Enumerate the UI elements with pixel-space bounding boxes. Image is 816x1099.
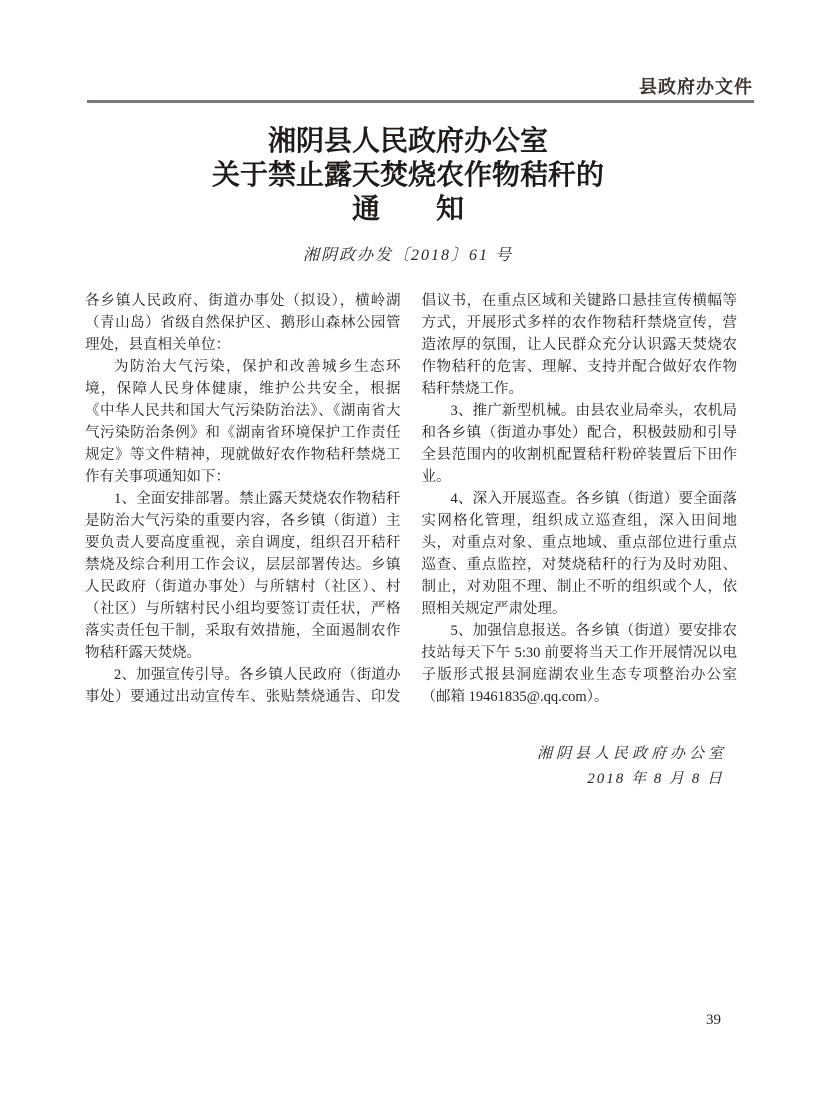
body-paragraph: 4、深入开展巡查。各乡镇（街道）要全面落实网格化管理，组织成立巡查组，深入田间地头，对重点对象、重点地域、重点部位进行重点巡查、重点监控，对焚烧秸秆的行为及时劝阻、制止，对劝阻不理、制止不听的组织或个人，依照相关规定严肃处理。: [421, 491, 737, 617]
title-line-1: 湘阴县人民政府办公室: [267, 126, 548, 157]
document-header: [0, 0, 816, 103]
title-line-2: 关于禁止露天焚烧农作物秸秆的: [211, 160, 604, 191]
document-number: 湘阴政办发〔2018〕61 号: [302, 247, 513, 264]
body-paragraph: 各乡镇人民政府、街道办事处（拟设），横岭湖（青山岛）省级自然保护区、鹅形山森林公园管理处，县直相关单位：: [85, 293, 401, 353]
page-number: 39: [706, 1012, 721, 1028]
body-paragraph: 5、加强信息报送。各乡镇（街道）要安排农技站每天下午 5:30 前要将当天工作开展情况以电子版形式报县洞庭湖农业生态专项整治办公室（邮箱 19461835@.qq.com）。: [421, 623, 737, 705]
signature-date: 2018 年 8 月 8 日: [587, 771, 724, 787]
signature-block: [0, 742, 816, 792]
body-paragraph: 1、全面安排部署。禁止露天焚烧农作物秸秆是防治大气污染的重要内容，各乡镇（街道）主要负责人要高度重视，亲自调度，组织召开秸秆禁烧及综合利用工作会议，层层部署传达。乡镇人民政府（街道办事处）与所辖村（社区）、村（社区）与所辖村民小组均要签订责任状，严格落实责任包干制，采取有效措施，全面遏制农作物秸秆露天焚烧。: [85, 491, 401, 661]
header-rule: [87, 100, 754, 103]
body-paragraph: 2、加强宣传引导。各乡镇人民政府（街道办事处）要通过出动宣传车、张贴禁烧通告、印发倡议书，在重点区域和关键路口悬挂宣传横幅等方式，开展形式多样的农作物秸秆禁烧宣传，营造浓厚的氛围，让人民群众充分认识露天焚烧农作物秸秆的危害、理解、支持并配合做好农作物秸秆禁烧工作。: [85, 293, 737, 705]
title-line-3: 通 知: [351, 194, 464, 225]
document-title: [0, 125, 816, 227]
document-body: [85, 290, 737, 720]
body-paragraph: 3、推广新型机械。由县农业局牵头，农机局和各乡镇（街道办事处）配合，积极鼓励和引导全县范围内的收割机配置秸秆粉碎装置后下田作业。: [421, 403, 737, 485]
header-category-label: 县政府办文件: [639, 77, 753, 97]
signature-organization: 湘阴县人民政府办公室: [536, 746, 727, 762]
body-paragraph: 为防治大气污染，保护和改善城乡生态环境，保障人民身体健康，维护公共安全，根据《中华人民共和国大气污染防治法》、《湖南省大气污染防治条例》和《湖南省环境保护工作责任规定》等文件精神，现就做好农作物秸秆禁烧工作有关事项通知如下：: [85, 359, 401, 485]
